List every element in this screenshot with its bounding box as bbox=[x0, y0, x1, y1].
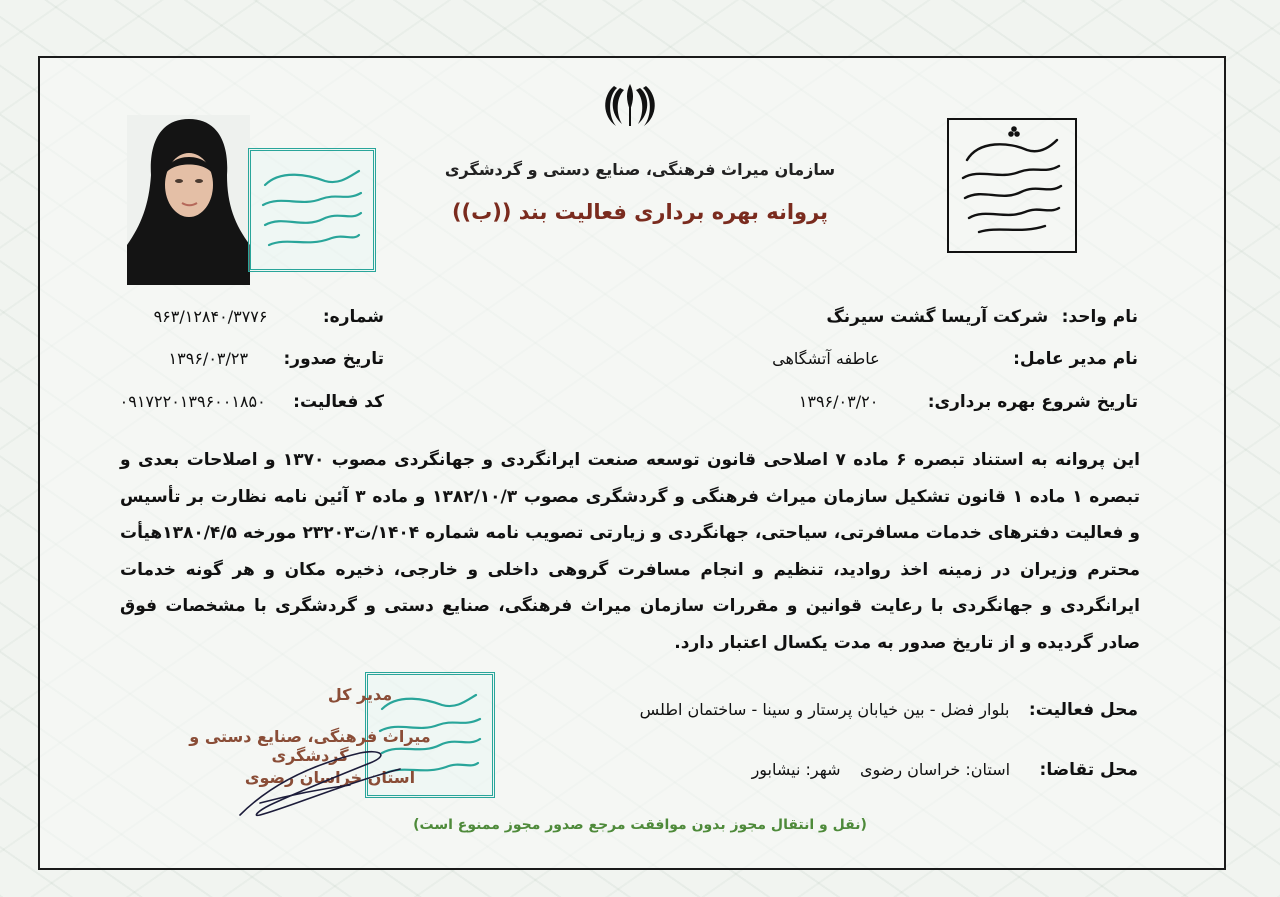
transfer-restriction-note: (نقل و انتقال مجوز بدون موافقت مرجع صدور مجوز ممنوع است) bbox=[413, 817, 867, 833]
activity-location-label: محل فعالیت: bbox=[1028, 700, 1138, 720]
organization-logo bbox=[947, 118, 1077, 253]
start-date-label: تاریخ شروع بهره برداری: bbox=[927, 392, 1138, 412]
number-label: شماره: bbox=[322, 307, 384, 327]
start-date-row bbox=[799, 392, 1138, 412]
signer-title: مدیر کل bbox=[327, 685, 393, 704]
issue-date-label: تاریخ صدور: bbox=[283, 349, 384, 369]
activity-location-value: بلوار فضل - بین خیابان پرستار و سینا - ساختمان اطلس bbox=[639, 700, 1010, 719]
issuing-organization: سازمان میراث فرهنگی، صنایع دستی و گردشگری bbox=[444, 160, 836, 179]
manager-label: نام مدیر عامل: bbox=[1013, 349, 1138, 369]
start-date-value: ۱۳۹۶/۰۳/۲۰ bbox=[798, 392, 879, 411]
request-province: استان: خراسان رضوی bbox=[859, 760, 1011, 779]
request-location-label: محل تقاضا: bbox=[1039, 760, 1138, 780]
activity-location-row bbox=[640, 700, 1138, 720]
iran-emblem-icon bbox=[600, 80, 660, 130]
license-body-text: این پروانه به استناد تبصره ۶ ماده ۷ اصلاحی قانون توسعه صنعت ایرانگردی و جهانگردی مصوب ۱۳۷۰ و اصلاحات بعدی و تبصره ۱ ماده ۱ قانون تشکیل سازمان میراث فرهنگی و گردشگری مصوب ۱۳۸۲/۱۰/۳ و ماده ۳ آئین نامه نظارت بر تأسیس و فعالیت دفترهای خدمات مسافرتی، سیاحتی، جهانگردی و زیارتی تصویب نامه شماره ۱۴۰۴/ت۲۳۲۰۳ مورخه ۱۳۸۰/۴/۵هیأت محترم وزیران در زمینه اخذ روادید، تنظیم و انجام مسافرت گروهی داخلی و خارجی، ذخیره مکان و هر گونه خدمات ایرانگردی و جهانگردی با رعایت قوانین و مقررات سازمان میراث فرهنگی، صنایع دستی و گردشگری با مشخصات فوق صادر گردیده و از تاریخ صدور به مدت یکسال اعتبار دارد. bbox=[120, 450, 1140, 653]
holder-photo bbox=[127, 115, 250, 285]
calligraphy-logo-icon bbox=[949, 120, 1075, 251]
unit-name-row bbox=[826, 307, 1138, 327]
request-location-row bbox=[752, 760, 1138, 780]
activity-code-label: کد فعالیت: bbox=[293, 392, 384, 412]
issue-date-row bbox=[169, 349, 384, 369]
manager-row bbox=[772, 349, 1138, 369]
stamp-calligraphy-icon bbox=[251, 151, 373, 269]
issue-date-value: ۱۳۹۶/۰۳/۲۳ bbox=[168, 349, 249, 368]
signer-region: استان خراسان رضوی bbox=[244, 768, 416, 787]
unit-name-value: شرکت آریسا گشت سیرنگ bbox=[826, 307, 1049, 327]
activity-code-row bbox=[120, 392, 384, 412]
signer-organization: میراث فرهنگی، صنایع دستی و گردشگری bbox=[189, 727, 431, 765]
request-city: شهر: نیشابور bbox=[751, 760, 841, 779]
manager-value: عاطفه آتشگاهی bbox=[772, 349, 880, 368]
handwritten-signature-icon bbox=[230, 745, 420, 825]
number-row bbox=[154, 307, 384, 327]
activity-code-value: ۰۹۱۷۲۲۰۱۳۹۶۰۰۱۸۵۰ bbox=[119, 392, 266, 411]
unit-name-label: نام واحد: bbox=[1061, 307, 1138, 327]
number-value: ۹۶۳/۱۲۸۴۰/۳۷۷۶ bbox=[153, 307, 268, 326]
certificate-title: پروانه بهره برداری فعالیت بند ((ب)) bbox=[451, 200, 829, 224]
organization-stamp bbox=[248, 148, 376, 272]
